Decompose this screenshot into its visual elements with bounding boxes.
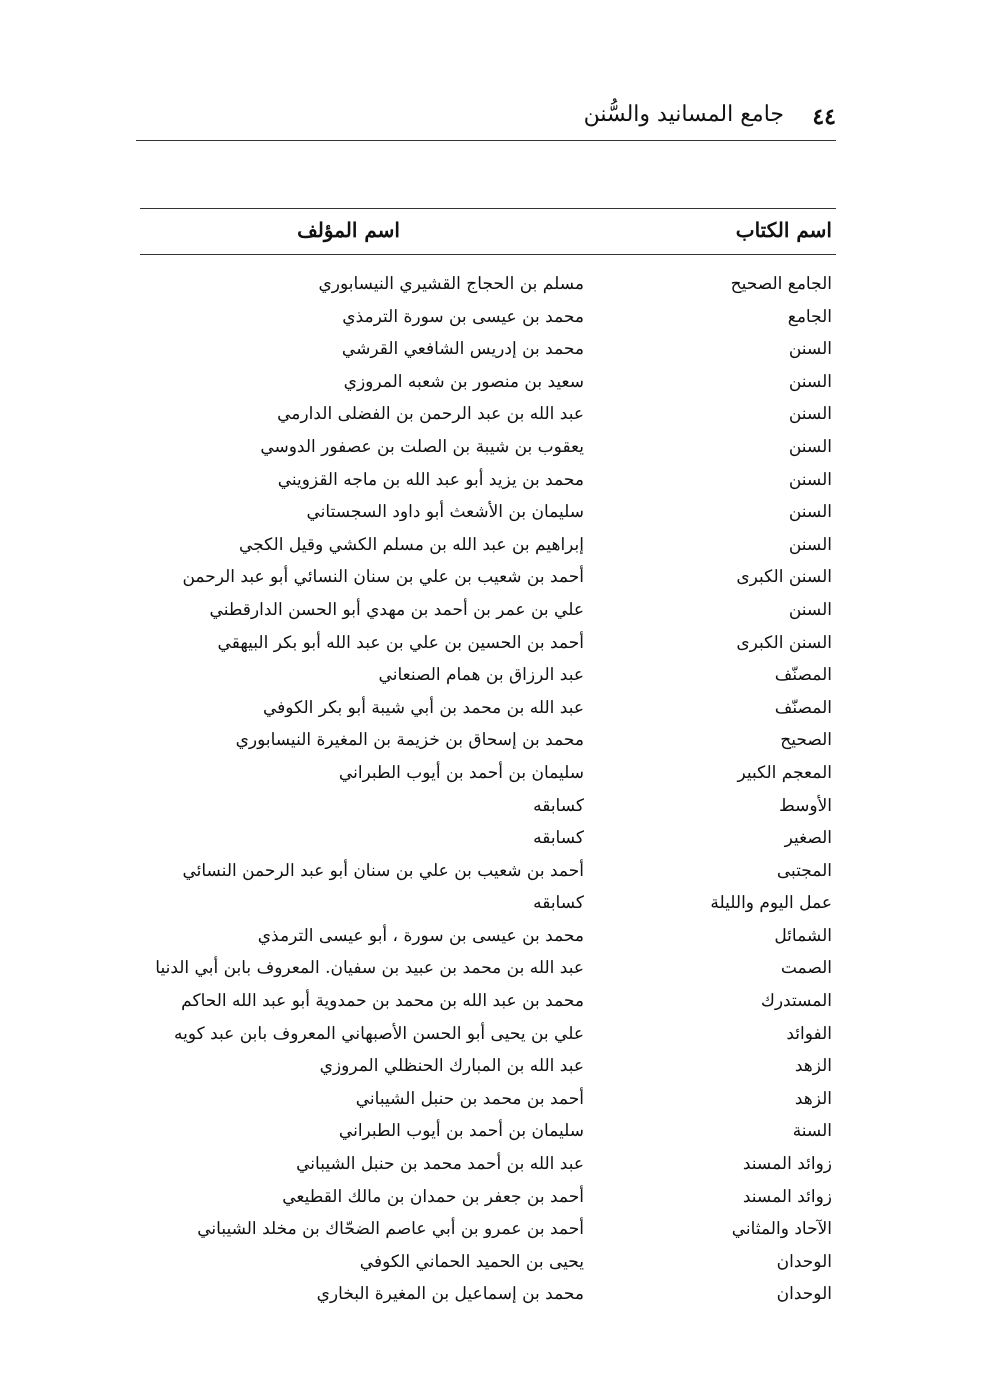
table-row <box>0 400 984 433</box>
table-row <box>0 1052 984 1085</box>
book-title: الجامع الصحيح <box>730 274 832 294</box>
table-row <box>0 303 984 336</box>
author-name: أحمد بن الحسين بن علي بن عبد الله أبو بكر البيهقي <box>217 632 584 653</box>
column-header-author: اسم المؤلف <box>297 218 400 242</box>
table-row <box>0 466 984 499</box>
table-row <box>0 954 984 987</box>
author-name: أحمد بن شعيب بن علي بن سنان أبو عبد الرحمن النسائي <box>182 860 584 881</box>
author-name: محمد بن إدريس الشافعي القرشي <box>341 339 584 360</box>
book-title: عمل اليوم والليلة <box>710 893 832 914</box>
book-title: المعجم الكبير <box>737 762 832 783</box>
column-header-book: اسم الكتاب <box>735 218 832 242</box>
book-title: السنن <box>788 502 832 523</box>
author-name: محمد بن إسحاق بن خزيمة بن المغيرة النيسابوري <box>235 730 584 751</box>
table-row <box>0 792 984 825</box>
author-name: محمد بن عيسى بن سورة الترمذي <box>342 306 584 327</box>
table-row <box>0 857 984 890</box>
author-name: كسابقه <box>533 893 584 914</box>
running-title: جامع المسانيد والسُّنن <box>583 102 784 127</box>
book-title: الفوائد <box>786 1023 832 1044</box>
author-name: سليمان بن الأشعث أبو داود السجستاني <box>306 502 584 523</box>
table-top-rule <box>140 208 836 209</box>
book-title: المجتبى <box>776 860 832 881</box>
table-row <box>0 596 984 629</box>
book-title: السنن <box>788 436 832 457</box>
table-row <box>0 1280 984 1313</box>
book-author-table <box>0 270 984 1326</box>
book-title: زوائد المسند <box>742 1154 832 1175</box>
book-title: السنن <box>788 404 832 425</box>
author-name: علي بن عمر بن أحمد بن مهدي أبو الحسن الدارقطني <box>209 599 584 620</box>
table-row <box>0 335 984 368</box>
author-name: عبد الله بن المبارك الحنظلي المروزي <box>319 1056 584 1077</box>
author-name: أحمد بن شعيب بن علي بن سنان النسائي أبو عبد الرحمن <box>182 567 584 588</box>
book-title: السنن <box>788 534 832 555</box>
book-title: السنن <box>788 371 832 392</box>
author-name: عبد الله بن أحمد محمد بن حنبل الشيباني <box>296 1154 584 1175</box>
book-title: الجامع <box>787 306 832 327</box>
book-title: الآحاد والمثاني <box>731 1219 832 1240</box>
table-head-rule <box>140 254 836 255</box>
book-title: الشمائل <box>774 925 832 946</box>
book-title: الزهد <box>794 1056 832 1077</box>
book-title: المصنّف <box>774 665 832 686</box>
author-name: محمد بن إسماعيل بن المغيرة البخاري <box>316 1284 584 1305</box>
table-row <box>0 1248 984 1281</box>
table-row <box>0 922 984 955</box>
table-row <box>0 629 984 662</box>
header-rule <box>136 140 836 141</box>
table-row <box>0 1183 984 1216</box>
author-name: محمد بن عبد الله بن محمد بن حمدوية أبو عبد الله الحاكم <box>181 991 584 1012</box>
author-name: أحمد بن جعفر بن حمدان بن مالك القطيعي <box>282 1186 584 1207</box>
table-row <box>0 889 984 922</box>
book-title: الصمت <box>780 958 832 979</box>
author-name: عبد الله بن محمد بن عبيد بن سفيان. المعروف بابن أبي الدنيا <box>155 958 584 979</box>
table-row <box>0 498 984 531</box>
author-name: كسابقه <box>533 795 584 816</box>
book-title: الزهد <box>794 1088 832 1109</box>
table-row <box>0 726 984 759</box>
table-row <box>0 824 984 857</box>
author-name: يعقوب بن شيبة بن الصلت بن عصفور الدوسي <box>260 436 584 457</box>
book-title: السنن <box>788 469 832 490</box>
table-row <box>0 563 984 596</box>
book-title: السنة <box>792 1121 832 1142</box>
author-name: محمد بن عيسى بن سورة ، أبو عيسى الترمذي <box>257 925 584 946</box>
book-title: الأوسط <box>778 795 832 816</box>
table-row <box>0 270 984 303</box>
author-name: كسابقه <box>533 828 584 849</box>
page-number: ٤٤ <box>812 104 836 130</box>
book-title: السنن الكبرى <box>736 567 832 588</box>
table-row <box>0 987 984 1020</box>
table-row <box>0 1020 984 1053</box>
author-name: أحمد بن عمرو بن أبي عاصم الضحّاك بن مخلد الشيباني <box>197 1219 584 1240</box>
author-name: محمد بن يزيد أبو عبد الله بن ماجه القزويني <box>277 469 584 490</box>
author-name: عبد الله بن محمد بن أبي شيبة أبو بكر الكوفي <box>263 697 584 718</box>
table-row <box>0 1215 984 1248</box>
book-title: السنن <box>788 599 832 620</box>
book-title: السنن الكبرى <box>736 632 832 653</box>
author-name: سليمان بن أحمد بن أيوب الطبراني <box>338 1121 584 1142</box>
author-name: سليمان بن أحمد بن أيوب الطبراني <box>338 762 584 783</box>
book-title: الصغير <box>784 828 832 849</box>
author-name: علي بن يحيى أبو الحسن الأصبهاني المعروف بابن عبد كويه <box>173 1023 584 1044</box>
author-name: سعيد بن منصور بن شعبه المروزي <box>343 371 584 392</box>
author-name: أحمد بن محمد بن حنبل الشيباني <box>355 1088 584 1109</box>
table-row <box>0 433 984 466</box>
book-title: المصنّف <box>774 697 832 718</box>
table-row <box>0 694 984 727</box>
table-row <box>0 1150 984 1183</box>
table-row <box>0 368 984 401</box>
book-title: الوحدان <box>776 1251 832 1272</box>
page-header <box>136 98 836 142</box>
author-name: مسلم بن الحجاج القشيري النيسابوري <box>318 274 584 294</box>
book-title: الصحيح <box>780 730 832 751</box>
table-row <box>0 759 984 792</box>
author-name: عبد الرزاق بن همام الصنعاني <box>378 665 584 686</box>
book-title: السنن <box>788 339 832 360</box>
author-name: إبراهيم بن عبد الله بن مسلم الكشي وقيل الكجي <box>239 534 584 555</box>
book-title: زوائد المسند <box>742 1186 832 1207</box>
table-row <box>0 1117 984 1150</box>
book-title: المستدرك <box>760 991 832 1012</box>
table-row <box>0 661 984 694</box>
author-name: يحيى بن الحميد الحماني الكوفي <box>359 1251 584 1272</box>
table-row <box>0 1085 984 1118</box>
book-title: الوحدان <box>776 1284 832 1305</box>
author-name: عبد الله بن عبد الرحمن بن الفضلى الدارمي <box>277 404 584 425</box>
table-row <box>0 531 984 564</box>
